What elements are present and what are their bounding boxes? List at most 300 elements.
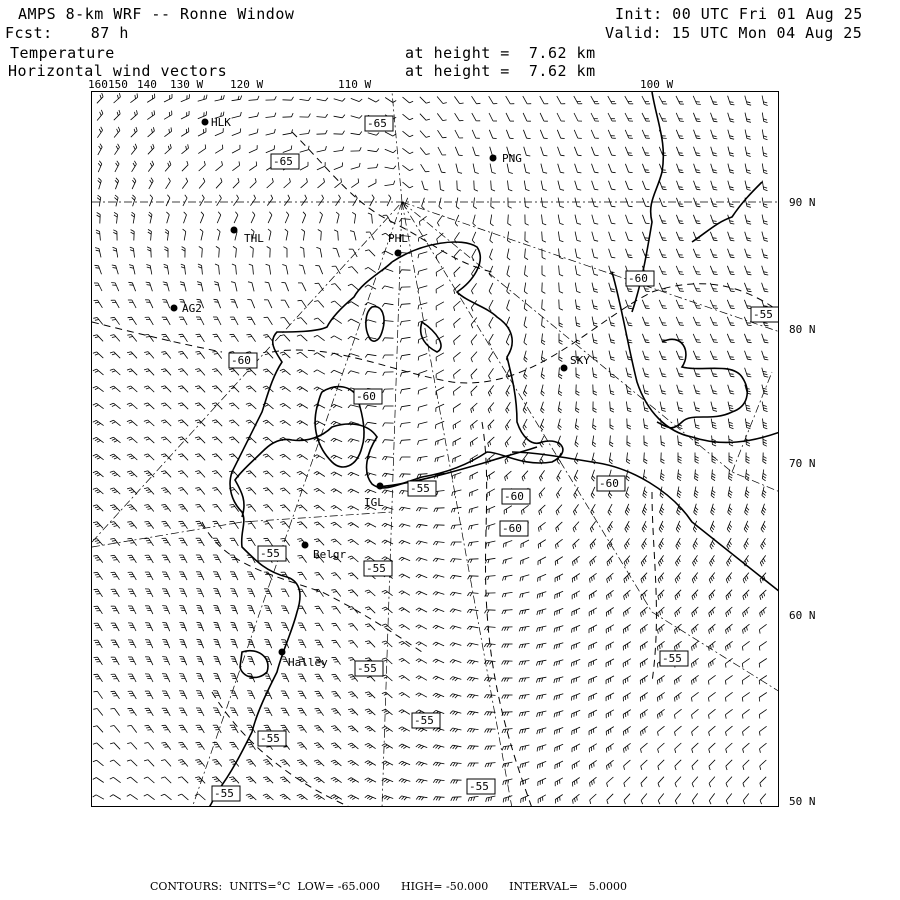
wind-barb-feather <box>146 265 150 266</box>
wind-barb-feather <box>144 743 148 744</box>
wind-barb-feather <box>326 114 328 117</box>
wind-barb-shaft <box>674 675 681 680</box>
wind-barb-feather <box>148 215 151 218</box>
wind-barb-shaft <box>96 403 103 408</box>
wind-barb-feather <box>594 240 598 241</box>
wind-barb-shaft <box>643 351 646 360</box>
wind-barb-shaft <box>490 147 493 156</box>
wind-barb-shaft <box>131 471 137 477</box>
wind-barb-feather <box>502 678 504 682</box>
wind-barb-feather <box>455 712 458 715</box>
wind-barb-feather <box>745 594 746 598</box>
wind-barb-shaft <box>573 539 580 545</box>
wind-barb-shaft <box>334 370 342 374</box>
wind-barb-shaft <box>558 147 561 155</box>
wind-barb-shaft <box>301 352 308 358</box>
wind-barb-feather <box>645 610 646 614</box>
wind-barb-shaft <box>746 470 747 479</box>
wind-barb-feather <box>541 526 542 530</box>
wind-barb-feather <box>318 730 322 731</box>
wind-barb-feather <box>163 473 167 474</box>
wind-barb-feather <box>712 507 715 510</box>
wind-barb-feather <box>576 377 580 379</box>
wind-barb-feather <box>560 189 564 190</box>
wind-barb-feather <box>542 593 543 597</box>
wind-barb-feather <box>358 179 359 183</box>
wind-barb-shaft <box>592 317 594 326</box>
wind-barb-feather <box>764 173 768 174</box>
wind-barb-shaft <box>593 368 594 377</box>
wind-barb-feather <box>196 521 200 522</box>
wind-barb-shaft <box>284 505 290 512</box>
wind-barb-feather <box>695 493 698 495</box>
wind-barb-shaft <box>268 691 272 699</box>
wind-barb-feather <box>692 783 694 787</box>
wind-barb-feather <box>508 207 512 209</box>
wind-barb-shaft <box>351 182 358 187</box>
wind-barb-feather <box>365 641 369 642</box>
wind-barb-feather <box>730 102 734 103</box>
wind-barb-shaft <box>301 522 307 529</box>
wind-barb-feather <box>577 172 581 173</box>
wind-barb-shaft <box>369 624 375 631</box>
wind-barb-feather <box>607 546 609 550</box>
wind-barb-feather <box>282 265 286 266</box>
wind-barb-shaft <box>609 351 611 360</box>
wind-barb-feather <box>335 730 339 731</box>
wind-barb-feather <box>575 526 577 530</box>
wind-barb-shaft <box>744 317 747 325</box>
wind-barb-shaft <box>728 232 731 241</box>
wind-barb-shaft <box>572 574 580 579</box>
wind-barb-feather <box>135 95 136 99</box>
wind-barb-shaft <box>234 606 237 614</box>
wind-barb-shaft <box>147 114 154 119</box>
wind-barb-shaft <box>692 590 698 597</box>
wind-barb-feather <box>348 573 352 574</box>
wind-barb-feather <box>742 664 743 668</box>
wind-barb-feather <box>506 342 509 345</box>
wind-barb-shaft <box>217 555 221 563</box>
wind-barb-feather <box>471 342 473 346</box>
wind-barb-feather <box>542 644 543 648</box>
wind-barb-feather <box>660 611 661 615</box>
wind-barb-shaft <box>116 249 117 258</box>
wind-barb-feather <box>316 507 320 509</box>
wind-barb-shaft <box>436 421 444 424</box>
wind-barb-feather <box>280 454 284 456</box>
wind-barb-feather <box>712 541 714 544</box>
wind-barb-feather <box>291 146 292 150</box>
wind-barb-feather <box>197 422 201 423</box>
wind-barb-shaft <box>490 232 492 241</box>
wind-barb-shaft <box>709 743 716 749</box>
wind-barb-shaft <box>319 691 324 699</box>
wind-barb-feather <box>263 488 267 489</box>
wind-barb-feather <box>627 524 629 527</box>
wind-barb-shaft <box>285 300 289 308</box>
wind-barb-shaft <box>351 354 360 357</box>
wind-barb-feather <box>521 511 522 515</box>
wind-barb-feather <box>426 154 430 155</box>
wind-barb-shaft <box>521 728 530 730</box>
wind-barb-feather <box>747 374 751 375</box>
wind-barb-feather <box>558 427 561 430</box>
wind-barb-shaft <box>338 232 339 241</box>
wind-barb-feather <box>678 462 682 464</box>
wind-barb-shaft <box>471 403 478 409</box>
wind-barb-shaft <box>676 147 679 155</box>
wind-barb-shaft <box>607 573 614 579</box>
wind-barb-shaft <box>521 711 530 712</box>
wind-barb-feather <box>658 732 659 736</box>
wind-barb-feather <box>94 674 98 675</box>
wind-barb-feather <box>729 473 732 475</box>
wind-barb-feather <box>503 781 504 785</box>
wind-barb-feather <box>523 393 526 396</box>
wind-barb-feather <box>348 506 351 508</box>
wind-barb-feather <box>455 678 458 681</box>
wind-barb-feather <box>113 230 117 232</box>
wind-barb-shaft <box>606 710 614 714</box>
wind-barb-feather <box>350 694 354 695</box>
wind-barb-shaft <box>166 300 169 308</box>
wind-barb-feather <box>98 163 101 166</box>
wind-barb-feather <box>760 563 762 567</box>
wind-barb-feather <box>257 129 258 133</box>
wind-barb-feather <box>348 523 352 525</box>
wind-barb-feather <box>275 96 277 100</box>
wind-barb-shaft <box>572 642 580 645</box>
wind-barb-feather <box>198 747 202 748</box>
wind-barb-feather <box>400 373 401 377</box>
wind-barb-feather <box>645 357 649 358</box>
wind-barb-shaft <box>249 116 258 118</box>
wind-barb-feather <box>490 223 493 225</box>
wind-barb-shaft <box>589 659 597 663</box>
wind-barb-feather <box>212 437 216 438</box>
wind-barb-feather <box>181 264 185 265</box>
wind-barb-feather <box>331 336 334 338</box>
wind-barb-shaft <box>470 472 478 476</box>
wind-barb-shaft <box>115 300 119 308</box>
wind-barb-feather <box>759 647 760 651</box>
wind-barb-feather <box>95 676 99 677</box>
wind-barb-feather <box>265 456 269 458</box>
wind-barb-feather <box>542 374 545 376</box>
wind-barb-feather <box>578 155 582 156</box>
wind-barb-feather <box>642 512 645 515</box>
wind-barb-shaft <box>626 215 629 223</box>
wind-barb-feather <box>576 394 580 396</box>
wind-barb-feather <box>365 726 369 728</box>
wind-barb-shaft <box>352 284 359 290</box>
wind-barb-shaft <box>506 96 511 104</box>
wind-barb-feather <box>152 129 153 133</box>
wind-barb-feather <box>708 681 709 685</box>
wind-barb-feather <box>314 760 318 761</box>
wind-barb-shaft <box>675 743 682 749</box>
wind-barb-shaft <box>504 541 512 544</box>
wind-barb-shaft <box>267 471 273 477</box>
wind-barb-shaft <box>589 676 597 680</box>
wind-barb-shaft <box>644 453 645 462</box>
wind-barb-feather <box>640 630 641 634</box>
wind-barb-feather <box>760 766 761 770</box>
wind-barb-feather <box>692 647 693 651</box>
wind-barb-shaft <box>692 607 699 613</box>
wind-barb-feather <box>263 420 267 422</box>
wind-barb-feather <box>712 422 716 423</box>
wind-barb-feather <box>272 178 273 182</box>
wind-barb-feather <box>746 442 750 444</box>
wind-barb-feather <box>452 476 453 480</box>
wind-barb-feather <box>543 172 547 173</box>
wind-barb-feather <box>594 559 595 563</box>
wind-barb-shaft <box>694 181 697 190</box>
wind-barb-feather <box>573 528 575 532</box>
wind-barb-feather <box>592 527 594 531</box>
wind-barb-feather <box>265 422 269 424</box>
wind-barb-feather <box>144 760 148 761</box>
wind-barb-shaft <box>659 317 663 325</box>
wind-barb-shaft <box>453 404 460 409</box>
wind-barb-feather <box>292 97 294 100</box>
wind-barb-shaft <box>402 641 409 646</box>
wind-barb-feather <box>201 212 204 215</box>
wind-barb-feather <box>679 393 683 394</box>
wind-barb-feather <box>263 521 267 522</box>
wind-barb-shaft <box>148 131 155 137</box>
wind-barb-feather <box>450 643 453 646</box>
wind-barb-feather <box>384 745 387 747</box>
wind-barb-shaft <box>589 642 597 646</box>
wind-barb-feather <box>624 562 626 566</box>
wind-barb-feather <box>489 325 491 328</box>
wind-barb-feather <box>560 258 564 259</box>
wind-barb-feather <box>248 762 252 763</box>
wind-barb-feather <box>537 594 538 598</box>
wind-barb-feather <box>114 458 118 460</box>
wind-barb-shaft <box>114 760 121 766</box>
wind-barb-shaft <box>166 181 171 189</box>
wind-barb-shaft <box>574 147 577 155</box>
wind-barb-shaft <box>217 708 221 716</box>
wind-barb-feather <box>611 223 615 224</box>
wind-barb-shaft <box>199 182 205 189</box>
wind-barb-feather <box>747 610 748 614</box>
wind-barb-feather <box>523 577 524 581</box>
wind-barb-feather <box>577 206 581 207</box>
wind-barb-feather <box>760 749 761 753</box>
wind-barb-shaft <box>200 215 203 223</box>
wind-barb-feather <box>419 222 420 226</box>
wind-barb-feather <box>127 760 131 761</box>
wind-barb-shaft <box>439 164 442 172</box>
wind-barb-shaft <box>640 709 647 714</box>
wind-barb-shaft <box>623 710 631 715</box>
wind-barb-shaft <box>640 624 647 629</box>
wind-barb-feather <box>348 336 351 339</box>
wind-barb-feather <box>747 189 751 190</box>
wind-barb-feather <box>95 320 99 321</box>
wind-barb-shaft <box>470 593 479 594</box>
wind-barb-shaft <box>436 319 444 323</box>
wind-barb-feather <box>212 471 216 472</box>
wind-barb-shaft <box>301 318 307 325</box>
wind-barb-shaft <box>676 113 680 121</box>
wind-barb-feather <box>418 728 421 731</box>
wind-barb-feather <box>742 698 743 702</box>
wind-barb-feather <box>490 257 493 260</box>
wind-barb-feather <box>113 247 117 248</box>
wind-barb-feather <box>93 555 97 556</box>
wind-barb-feather <box>110 437 114 439</box>
wind-barb-shaft <box>97 130 102 137</box>
wind-barb-feather <box>661 476 664 478</box>
wind-barb-feather <box>254 195 256 199</box>
wind-barb-shaft <box>541 164 543 173</box>
wind-barb-feather <box>180 745 184 746</box>
wind-barb-feather <box>386 729 390 731</box>
wind-barb-feather <box>709 766 710 770</box>
wind-barb-feather <box>626 611 627 615</box>
wind-barb-feather <box>350 609 354 610</box>
wind-barb-feather <box>747 221 751 222</box>
wind-barb-feather <box>746 422 750 423</box>
wind-barb-feather <box>623 749 624 753</box>
wind-barb-feather <box>679 410 683 411</box>
wind-barb-shaft <box>488 454 495 460</box>
wind-barb-shaft <box>267 403 274 409</box>
wind-barb-feather <box>246 777 250 778</box>
wind-barb-feather <box>764 342 768 343</box>
wind-barb-feather <box>764 291 768 292</box>
wind-barb-feather <box>266 747 270 748</box>
wind-barb-shaft <box>318 505 325 511</box>
wind-barb-feather <box>161 760 165 761</box>
wind-barb-feather <box>416 625 419 627</box>
wind-barb-feather <box>628 289 632 290</box>
wind-barb-feather <box>712 493 715 495</box>
wind-barb-shaft <box>489 351 494 359</box>
wind-barb-shaft <box>334 116 343 118</box>
wind-barb-feather <box>745 510 748 513</box>
wind-barb-feather <box>127 352 131 353</box>
wind-barb-feather <box>231 507 235 508</box>
wind-barb-feather <box>643 577 644 581</box>
wind-barb-feather <box>282 762 286 763</box>
wind-barb-shaft <box>436 456 445 458</box>
wind-barb-shaft <box>472 113 476 121</box>
wind-barb-feather <box>333 575 337 576</box>
wind-barb-feather <box>471 409 472 413</box>
wind-barb-shaft <box>216 351 221 358</box>
wind-barb-feather <box>435 728 438 731</box>
wind-barb-feather <box>436 576 439 579</box>
wind-barb-feather <box>576 425 579 427</box>
wind-barb-feather <box>399 540 402 543</box>
wind-barb-shaft <box>234 538 239 546</box>
wind-barb-feather <box>282 354 286 355</box>
wind-barb-feather <box>645 729 646 733</box>
wind-barb-shaft <box>165 488 171 495</box>
wind-barb-feather <box>214 779 218 780</box>
wind-barb-shaft <box>524 283 525 292</box>
wind-barb-feather <box>577 559 578 563</box>
wind-barb-shaft <box>285 674 289 682</box>
wind-barb-feather <box>248 473 252 474</box>
wind-barb-feather <box>559 292 563 294</box>
wind-barb-feather <box>267 781 271 782</box>
wind-barb-shaft <box>164 115 172 120</box>
wind-barb-feather <box>382 490 385 493</box>
wind-barb-feather <box>178 369 182 370</box>
wind-barb-feather <box>577 309 581 310</box>
wind-barb-feather <box>129 507 133 508</box>
wind-barb-feather <box>697 138 701 139</box>
wind-barb-feather <box>662 376 666 377</box>
wind-barb-shaft <box>199 351 204 358</box>
wind-barb-feather <box>197 622 201 623</box>
wind-barb-shaft <box>385 184 394 185</box>
wind-barb-shaft <box>558 385 559 394</box>
wind-barb-feather <box>537 628 538 632</box>
wind-barb-feather <box>95 388 99 390</box>
wind-barb-feather <box>623 732 624 736</box>
wind-barb-shaft <box>114 743 120 750</box>
wind-barb-shaft <box>743 743 750 749</box>
wind-barb-feather <box>110 403 114 405</box>
wind-barb-feather <box>474 190 478 192</box>
wind-barb-shaft <box>251 538 256 546</box>
wind-barb-feather <box>95 371 99 373</box>
wind-barb-shaft <box>233 777 239 784</box>
wind-barb-feather <box>642 645 643 649</box>
wind-barb-feather <box>590 545 591 549</box>
wind-barb-feather <box>367 762 371 764</box>
wind-barb-feather <box>401 626 405 628</box>
wind-barb-shaft <box>285 708 289 716</box>
wind-barb-shaft <box>710 232 713 240</box>
wind-barb-feather <box>97 423 101 425</box>
wind-barb-feather <box>525 610 526 614</box>
wind-barb-feather <box>367 558 371 560</box>
wind-barb-shaft <box>98 657 103 665</box>
wind-barb-feather <box>265 439 269 441</box>
wind-barb-feather <box>333 659 337 660</box>
wind-barb-feather <box>745 527 748 530</box>
wind-barb-feather <box>416 676 419 678</box>
wind-barb-feather <box>416 642 419 644</box>
wind-barb-feather <box>212 386 216 387</box>
wind-barb-feather <box>658 766 659 770</box>
wind-barb-shaft <box>318 539 324 546</box>
wind-barb-shaft <box>219 249 220 258</box>
wind-barb-shaft <box>589 760 596 765</box>
wind-barb-feather <box>746 462 750 464</box>
wind-barb-feather <box>729 558 731 562</box>
wind-barb-feather <box>418 677 421 679</box>
wind-barb-feather <box>524 644 525 648</box>
wind-barb-shaft <box>659 113 663 121</box>
wind-barb-shaft <box>744 334 747 342</box>
wind-barb-feather <box>540 747 541 751</box>
wind-barb-feather <box>657 681 658 685</box>
wind-barb-feather <box>384 779 387 782</box>
wind-barb-feather <box>146 337 150 338</box>
wind-barb-feather <box>453 780 455 784</box>
